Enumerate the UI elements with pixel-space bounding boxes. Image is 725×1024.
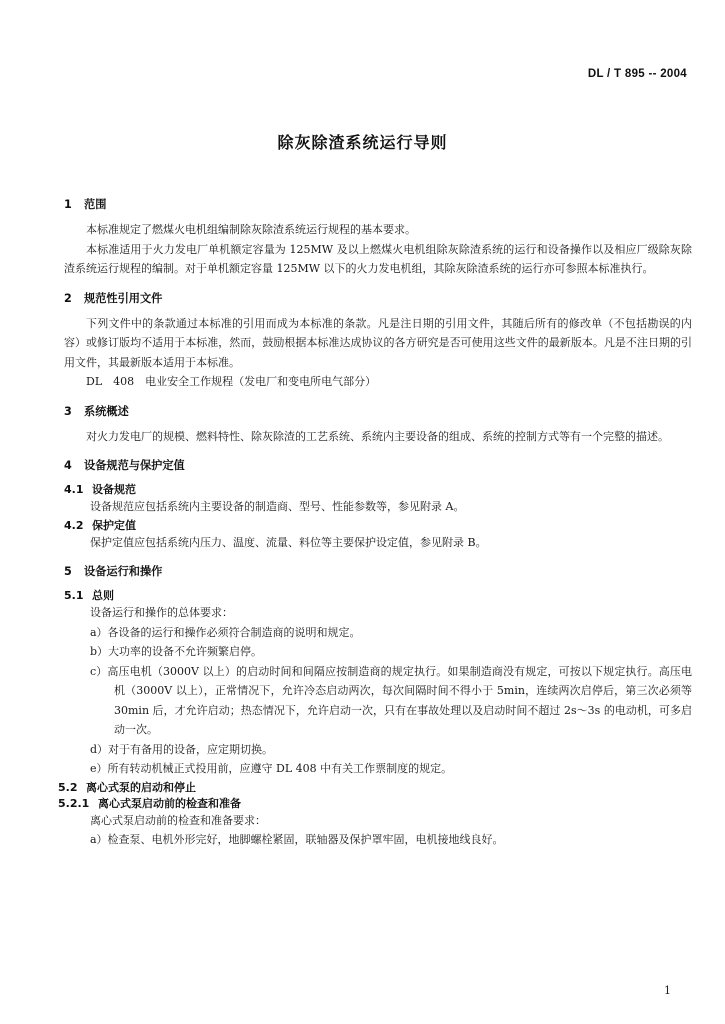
list-item-c: c）高压电机（3000V 以上）的启动时间和间隔应按制造商的规定执行。如果制造商没有规定，可按以下规定执行。高压电机（3000V 以上），正常情况下，允许冷态启动两次，每次间隔时间不得小于 5min，连续两次启停后，第三次必须等 30min 后，才允许启动；热态情况下，允许启动一次，只有在事故处理以及启动时间不超过 2s～3s 的电动机，可多启动一次。	[90, 664, 692, 736]
subsection-4-2-text: 保护定值应包括系统内压力、温度、流量、料位等主要保护设定值，参见附录 B。	[90, 535, 487, 549]
subsection-5-2-1-heading: 5.2.1 离心式泵启动前的检查和准备	[58, 796, 241, 810]
section-4-heading: 4 设备规范与保护定值	[64, 459, 185, 472]
list-item-d: d）对于有备用的设备，应定期切换。	[90, 742, 274, 756]
subsection-4-2-heading: 4.2 保护定值	[64, 518, 136, 532]
subsection-5-1-intro: 设备运行和操作的总体要求：	[90, 606, 233, 619]
section-3-heading: 3 系统概述	[64, 404, 129, 418]
subsection-4-1-text: 设备规范应包括系统内主要设备的制造商、型号、性能参数等，参见附录 A。	[90, 500, 465, 513]
list-item-e: e）所有转动机械正式投用前，应遵守 DL 408 中有关工作票制度的规定。	[90, 762, 453, 775]
page-number: 1	[664, 984, 671, 997]
document-body	[58, 196, 692, 850]
section-5-heading: 5 设备运行和操作	[64, 565, 163, 578]
section-1-paragraph-2: 本标准适用于火力发电厂单机额定容量为 125MW 及以上燃煤火电机组除灰除渣系统的运行和设备操作以及相应厂级除灰除渣系统运行规程的编制。对于单机额定容量 125MW 以下的火力发电机组，其除灰除渣系统的运行亦可参照本标准执行。	[64, 242, 692, 275]
section-1-heading: 1 范围	[64, 198, 107, 211]
standard-code: DL / T 895 -- 2004	[587, 68, 687, 80]
section-1-paragraph-1: 本标准规定了燃煤火电机组编制除灰除渣系统运行规程的基本要求。	[86, 223, 416, 236]
subsection-5-1-heading: 5.1 总则	[64, 589, 114, 602]
subsection-4-1-heading: 4.1 设备规范	[64, 483, 136, 496]
list-item-b: b）大功率的设备不允许频繁启停。	[90, 645, 263, 658]
normative-reference: DL 408 电业安全工作规程（发电厂和变电所电气部分）	[86, 375, 377, 388]
document-title: 除灰除渣系统运行导则	[277, 133, 448, 152]
section-2-heading: 2 规范性引用文件	[64, 291, 163, 305]
section-2-paragraph: 下列文件中的条款通过本标准的引用而成为本标准的条款。凡是注日期的引用文件，其随后所有的修改单（不包括勘误的内容）或修订版均不适用于本标准，然而，鼓励根据本标准达成协议的各方研究是否可使用这些文件的最新版本。凡是不注日期的引用文件，其最新版本适用于本标准。	[64, 316, 692, 369]
subsection-5-2-1-intro: 离心式泵启动前的检查和准备要求：	[90, 813, 266, 827]
section-3-paragraph: 对火力发电厂的规模、燃料特性、除灰除渣的工艺系统、系统内主要设备的组成、系统的控制方式等有一个完整的描述。	[86, 429, 669, 443]
list-item-a: a）各设备的运行和操作必须符合制造商的说明和规定。	[90, 625, 361, 639]
list-item-5-2-1-a: a）检查泵、电机外形完好，地脚螺栓紧固，联轴器及保护罩牢固，电机接地线良好。	[90, 833, 504, 846]
subsection-5-2-heading: 5.2 离心式泵的启动和停止	[58, 780, 196, 794]
